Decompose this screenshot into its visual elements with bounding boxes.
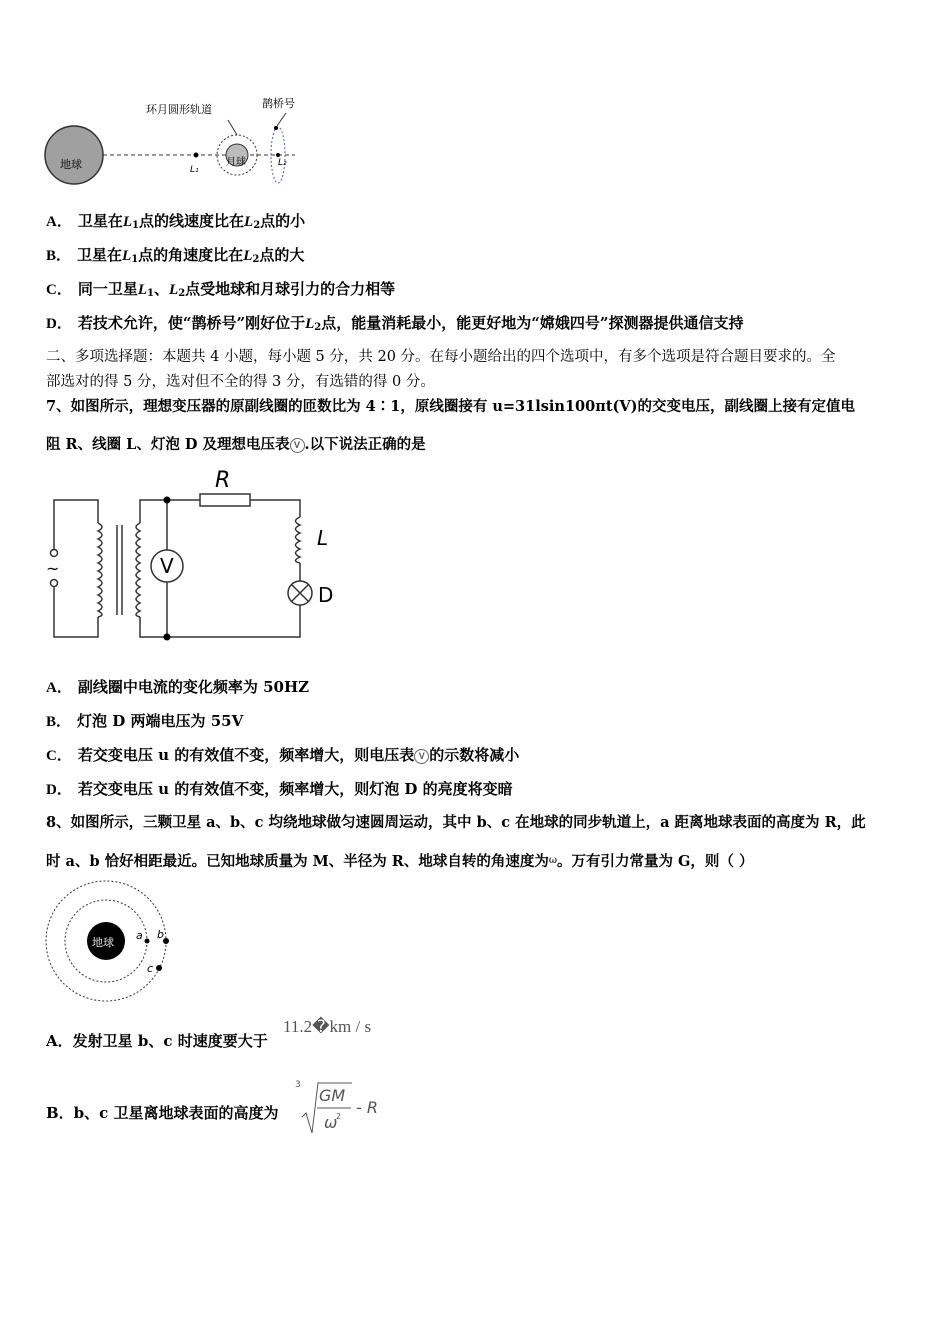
resistor-label: R: [215, 468, 231, 493]
input-terminal-top: [51, 550, 58, 557]
voltmeter-label: V: [160, 554, 174, 578]
q8-option-a-formula: 11.2�km / s: [283, 1017, 372, 1036]
queqiao-label: 鹊桥号: [262, 97, 295, 110]
lamp-label: D: [318, 583, 334, 607]
denominator: ω: [324, 1113, 338, 1132]
q6-option-c: C． 同一卫星$L_1$、$L_2$点受地球和月球引力的合力相等: [46, 280, 396, 299]
voltmeter-icon: V: [290, 438, 305, 453]
junction-top: [164, 497, 171, 504]
l1-label: L₁: [190, 165, 199, 175]
satellite-c: [156, 965, 162, 971]
earth-label: 地球: [92, 936, 114, 949]
transformer-circuit: [40, 465, 350, 650]
junction-bottom: [164, 634, 171, 641]
root-index: 3: [295, 1080, 301, 1090]
satellite-orbits-figure: [40, 880, 180, 1005]
voltmeter-icon: V: [414, 749, 429, 764]
orbit-pointer: [228, 120, 237, 135]
q6-option-d: D． 若技术允许，使“鹊桥号”刚好位于$L_2$点，能量消耗最小，能更好地为“嫦娥四号”探测器提供通信支持: [46, 314, 744, 333]
earth-moon-figure: [40, 95, 310, 195]
q7-option-b: B． 灯泡 D 两端电压为 55V: [46, 712, 244, 730]
source-symbol: ~: [46, 559, 60, 578]
q7-stem-line1: 7、如图所示，理想变压器的原副线圈的匝数比为 4∶1，原线圈接有 u=31lsin100πt(V)的交变电压，副线圈上接有定值电: [46, 398, 856, 415]
denominator-exponent: 2: [336, 1112, 342, 1121]
resistor: [200, 494, 250, 506]
q8-stem-line2: 时 a、b 恰好相距最近。已知地球质量为 M、半径为 R、地球自转的角速度为$^\omega$。万有引力常量为 G，则（ ）: [46, 853, 754, 870]
input-terminal-bottom: [51, 580, 58, 587]
q7-option-a: A． 副线圈中电流的变化频率为 50HZ: [46, 678, 310, 696]
q7-option-c: C． 若交变电压 u 的有效值不变，频率增大，则电压表 V 的示数将减小: [46, 746, 520, 764]
satellite-a: [145, 939, 150, 944]
minus-r: - R: [356, 1098, 378, 1117]
l2-label: L₂: [278, 158, 287, 168]
q6-option-b: B． 卫星在$L_1$点的角速度比在$L_2$点的大: [46, 246, 305, 265]
primary-coil: [98, 523, 102, 617]
l2-point: [276, 153, 280, 157]
q7-stem-line2: 阻 R、线圈 L、灯泡 D 及理想电压表 V .以下说法正确的是: [46, 436, 426, 453]
section2-line2: 部选对的得 5 分，选对但不全的得 3 分，有选错的得 0 分。: [46, 374, 435, 390]
q8-option-b: B．b、c 卫星离地球表面的高度为: [46, 1104, 279, 1122]
orbit-label: 环月圆形轨道: [146, 103, 212, 116]
inductor-label: L: [317, 526, 329, 550]
q7-option-d: D． 若交变电压 u 的有效值不变，频率增大，则灯泡 D 的亮度将变暗: [46, 780, 513, 798]
queqiao-pointer: [277, 113, 286, 126]
q8-option-a: A．发射卫星 b、c 时速度要大于: [46, 1032, 268, 1050]
queqiao-satellite: [274, 126, 278, 130]
l1-point: [194, 153, 199, 158]
label-b: b: [157, 928, 164, 941]
inductor: [296, 517, 301, 563]
section2-line1: 二、多项选择题：本题共 4 小题，每小题 5 分，共 20 分。在每小题给出的四个选项中，有多个选项是符合题目要求的。全: [46, 349, 836, 365]
q8-option-b-formula: [290, 1075, 400, 1137]
primary-wire: [54, 500, 98, 637]
label-c: c: [147, 962, 154, 975]
secondary-coil: [136, 523, 140, 617]
q8-stem-line1: 8、如图所示，三颗卫星 a、b、c 均绕地球做匀速圆周运动，其中 b、c 在地球的同步轨道上，a 距离地球表面的高度为 R，此: [46, 814, 866, 831]
q6-option-a: A． 卫星在$L_1$点的线速度比在$L_2$点的小: [46, 212, 306, 231]
label-a: a: [136, 929, 143, 942]
earth-circle: [45, 126, 103, 184]
moon-label: 月球: [226, 157, 246, 168]
earth-label: 地球: [60, 158, 82, 171]
numerator: GM: [319, 1086, 346, 1105]
